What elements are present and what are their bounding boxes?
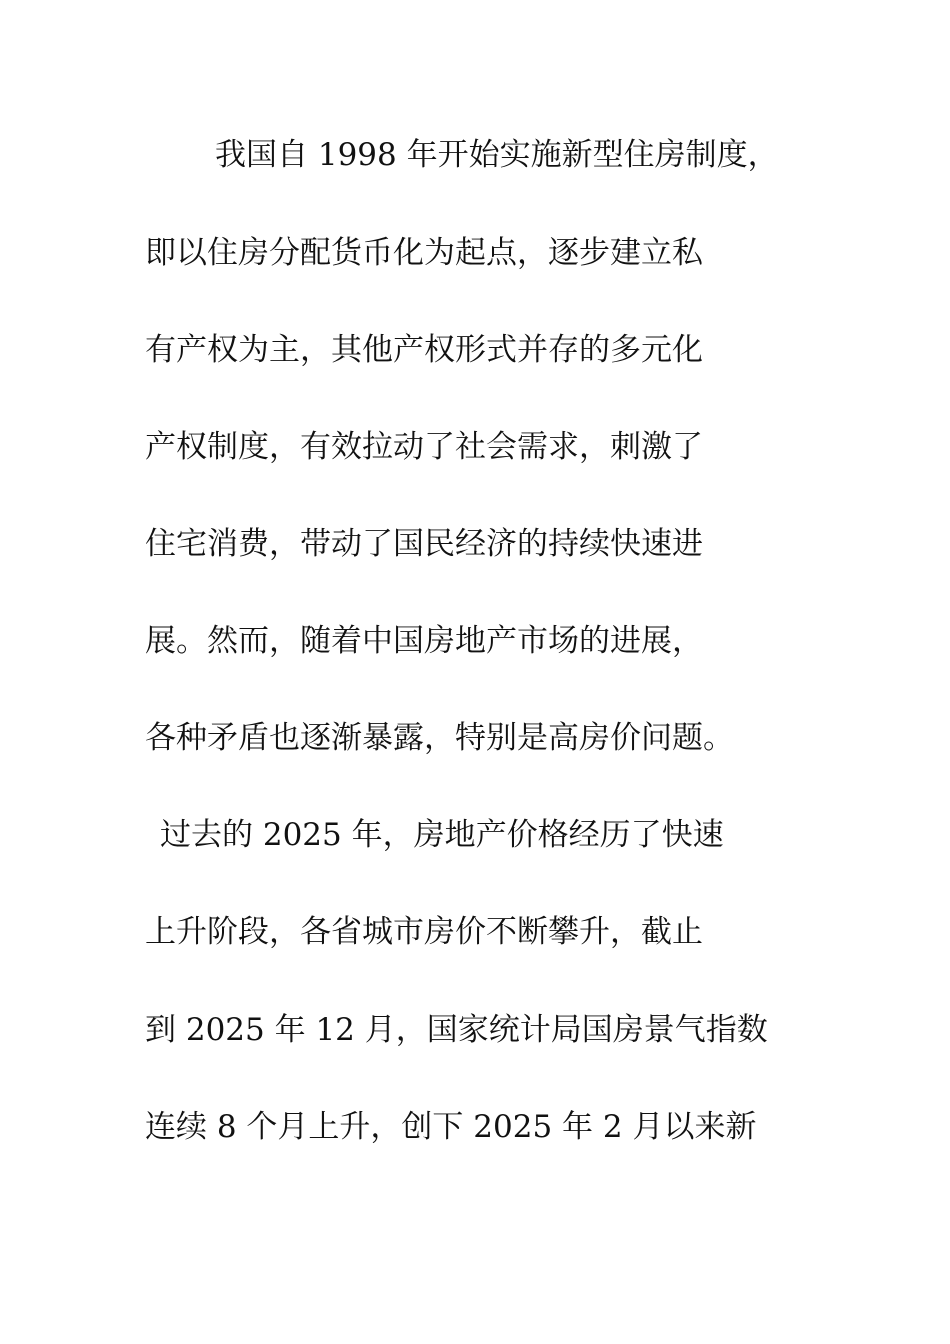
paragraph-2-line-4: 连续 8 个月上升，创下 2025 年 2 月以来新 bbox=[145, 1109, 757, 1145]
paragraph-1-line-7: 各种矛盾也逐渐暴露，特别是高房价问题。 bbox=[145, 720, 734, 756]
paragraph-1-line-1: 我国自 1998 年开始实施新型住房制度， bbox=[215, 137, 779, 173]
paragraph-1-line-2: 即以住房分配货币化为起点，逐步建立私 bbox=[145, 235, 703, 271]
paragraph-1-line-5: 住宅消费，带动了国民经济的持续快速进 bbox=[145, 526, 703, 562]
paragraph-2-line-2: 上升阶段，各省城市房价不断攀升，截止 bbox=[145, 914, 703, 950]
paragraph-1-line-3: 有产权为主，其他产权形式并存的多元化 bbox=[145, 332, 703, 368]
paragraph-2-line-3: 到 2025 年 12 月，国家统计局国房景气指数 bbox=[145, 1012, 768, 1048]
paragraph-1-line-4: 产权制度，有效拉动了社会需求，刺激了 bbox=[145, 429, 703, 465]
paragraph-1-line-6: 展。然而，随着中国房地产市场的进展， bbox=[145, 623, 703, 659]
paragraph-2-line-1: 过去的 2025 年，房地产价格经历了快速 bbox=[160, 817, 724, 853]
